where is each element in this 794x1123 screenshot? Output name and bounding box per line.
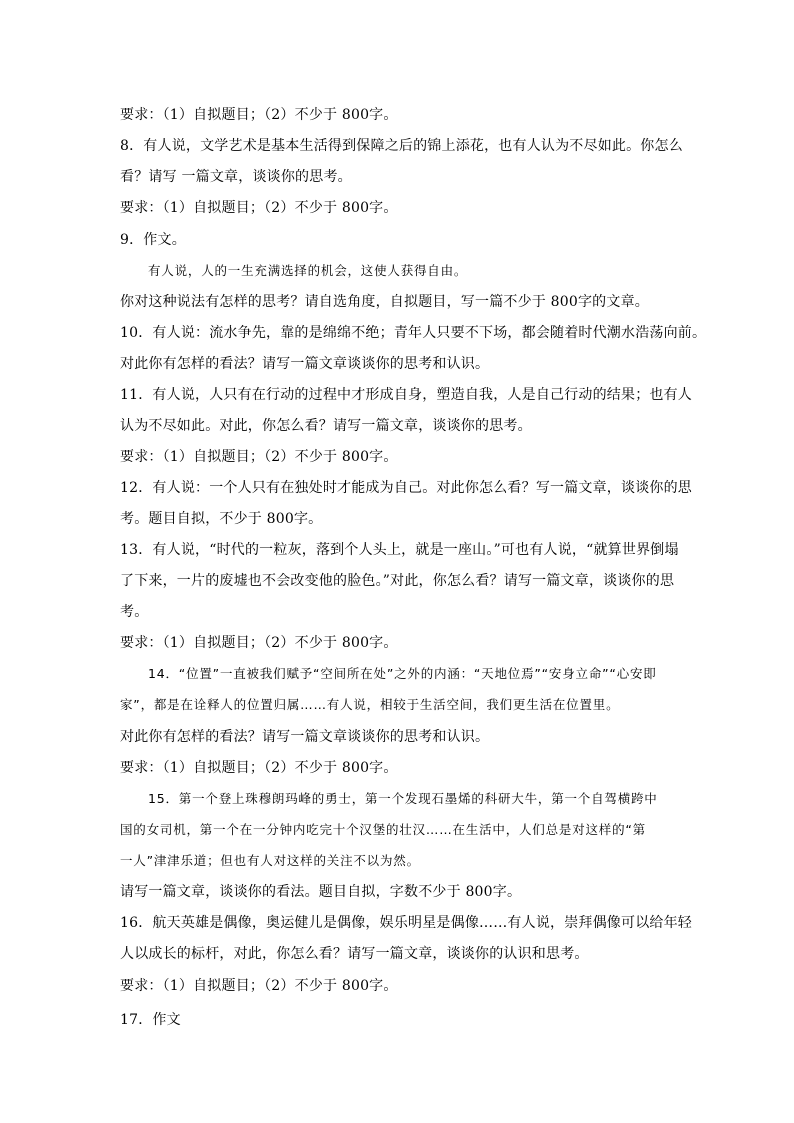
question-16-line-1: 16．航天英雄是偶像，奥运健儿是偶像，娱乐明星是偶像……有人说，崇拜偶像可以给年轻 (120, 915, 693, 931)
requirement-line: 要求：（1）自拟题目；（2）不少于 800字。 (120, 107, 398, 123)
question-15-prompt-line-2: 国的女司机，第一个在一分钟内吃完十个汉堡的壮汉……在生活中，人们总是对这样的“第 (120, 822, 646, 837)
question-10-line-1: 10．有人说：流水争先，靠的是绵绵不绝；青年人只要不下场，都会随着时代潮水浩荡向前。 (120, 325, 707, 341)
question-14-prompt-line-1: 14．“位置”一直被我们赋予“空间所在处”之外的内涵：“天地位焉”“安身立命”“心安即 (148, 666, 657, 681)
question-13-line-3: 考。 (120, 604, 149, 620)
question-9-title: 9．作文。 (120, 232, 186, 248)
question-15-prompt-line-3: 一人”津津乐道；但也有人对这样的关注不以为然。 (120, 853, 420, 868)
question-11-line-2: 认为不尽如此。对此，你怎么看？请写一篇文章，谈谈你的思考。 (120, 418, 532, 434)
question-12-line-2: 考。题目自拟，不少于 800字。 (120, 511, 323, 527)
question-10-line-2: 对此你有怎样的看法？请写一篇文章谈谈你的思考和认识。 (120, 356, 490, 372)
requirement-line: 要求：（1）自拟题目；（2）不少于 800字。 (120, 635, 398, 651)
question-15-prompt-line-1: 15．第一个登上珠穆朗玛峰的勇士，第一个发现石墨烯的科研大牛，第一个自驾横跨中 (148, 791, 658, 806)
question-15-instruction: 请写一篇文章，谈谈你的看法。题目自拟，字数不少于 800字。 (120, 884, 522, 900)
question-16-line-2: 人以成长的标杆，对此，你怎么看？请写一篇文章，谈谈你的认识和思考。 (120, 946, 589, 962)
question-8-line-1: 8．有人说，文学艺术是基本生活得到保障之后的锦上添花，也有人认为不尽如此。你怎么 (120, 138, 683, 154)
question-11-line-1: 11．有人说，人只有在行动的过程中才形成自身，塑造自我，人是自己行动的结果；也有人 (120, 387, 693, 403)
question-14-instruction: 对此你有怎样的看法？请写一篇文章谈谈你的思考和认识。 (120, 729, 490, 745)
requirement-line: 要求：（1）自拟题目；（2）不少于 800字。 (120, 978, 398, 994)
question-13-line-2: 了下来，一片的废墟也不会改变他的脸色。”对此，你怎么看？请写一篇文章，谈谈你的思 (120, 573, 675, 589)
question-9-instruction: 你对这种说法有怎样的思考？请自选角度，自拟题目，写一篇不少于 800字的文章。 (120, 294, 649, 310)
requirement-line: 要求：（1）自拟题目；（2）不少于 800字。 (120, 760, 398, 776)
question-17-title: 17．作文 (120, 1012, 181, 1028)
question-9-prompt: 有人说，人的一生充满选择的机会，这使人获得自由。 (148, 263, 468, 278)
requirement-line: 要求：（1）自拟题目；（2）不少于 800字。 (120, 449, 398, 465)
question-13-line-1: 13．有人说，“时代的一粒灰，落到个人头上，就是一座山。”可也有人说，“就算世界倒塌 (120, 542, 679, 558)
requirement-line: 要求：（1）自拟题目；（2）不少于 800字。 (120, 200, 398, 216)
question-12-line-1: 12．有人说：一个人只有在独处时才能成为自己。对此你怎么看？写一篇文章，谈谈你的思 (120, 480, 693, 496)
question-14-prompt-line-2: 家”，都是在诠释人的位置归属……有人说，相较于生活空间，我们更生活在位置里。 (120, 697, 620, 712)
question-8-line-2: 看？请写 一篇文章，谈谈你的思考。 (120, 169, 352, 185)
